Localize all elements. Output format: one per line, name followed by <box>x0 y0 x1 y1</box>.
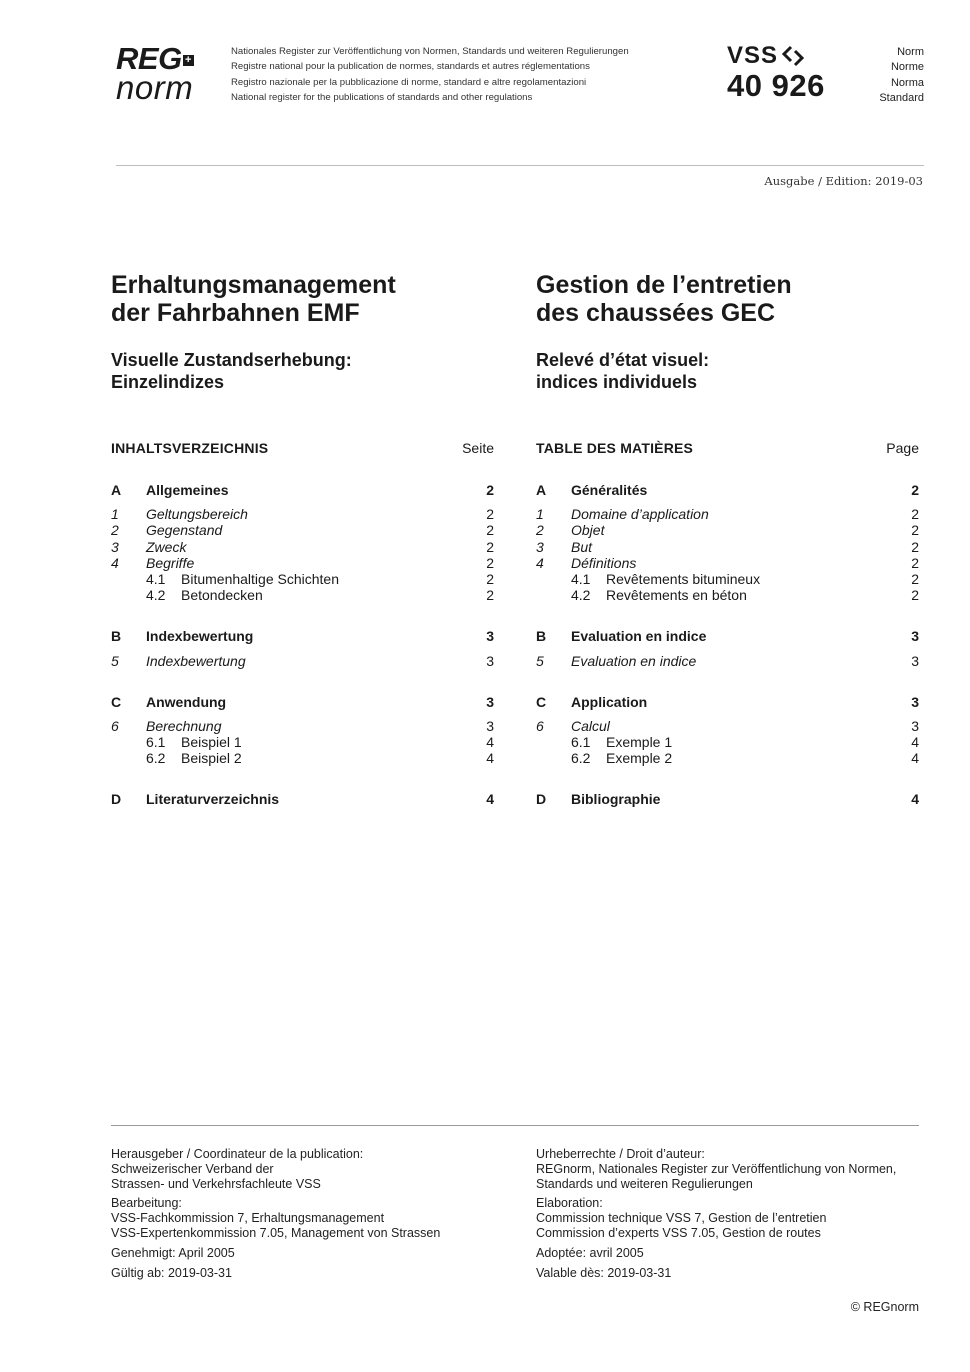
toc-section-title: Indexbewertung <box>146 628 254 645</box>
toc-body <box>536 458 919 808</box>
toc-page-number: 4 <box>911 750 919 767</box>
toc-subitem-row <box>536 750 919 766</box>
toc-subitem-row <box>536 734 919 750</box>
footer-line: Genehmigt: April 2005 <box>111 1245 235 1260</box>
footer-line: Gültig ab: 2019-03-31 <box>111 1265 232 1280</box>
toc-item-key: 4.2 <box>571 587 591 604</box>
register-line-it: Registro nazionale per la pubblicazione di norme, standard e altre regolamentazioni <box>231 76 587 88</box>
toc-item-row <box>111 718 494 734</box>
toc-item-title: Berechnung <box>146 717 222 734</box>
toc-page-number: 3 <box>911 652 919 669</box>
spacer <box>111 669 494 694</box>
toc-page-column-label: Seite <box>462 440 494 456</box>
toc-item-title: Indexbewertung <box>146 652 246 669</box>
toc-section-row <box>536 694 919 710</box>
logo-plus-icon: + <box>183 55 194 66</box>
toc-page-number: 3 <box>911 717 919 734</box>
spacer <box>536 458 919 482</box>
toc-item-row <box>111 506 494 522</box>
spacer <box>536 498 919 506</box>
toc-page-number: 2 <box>911 482 919 498</box>
toc-page-number: 3 <box>911 693 919 710</box>
toc-section-row <box>111 482 494 498</box>
toc-item-key: 5 <box>111 652 119 669</box>
toc-item-row <box>536 653 919 669</box>
spacer <box>111 458 494 482</box>
footer-paragraph <box>536 1246 926 1261</box>
toc-item-key: 2 <box>536 522 544 539</box>
toc-section-row <box>111 628 494 644</box>
toc-page-number: 3 <box>486 717 494 734</box>
toc-item-title: Définitions <box>571 554 637 571</box>
toc-item-row <box>111 539 494 555</box>
spacer <box>111 498 494 506</box>
spacer <box>536 669 919 694</box>
spacer <box>536 645 919 653</box>
toc-item-title: Evaluation en indice <box>571 652 697 669</box>
toc-page-number: 3 <box>486 693 494 710</box>
toc-page-number: 2 <box>911 522 919 539</box>
toc-item-key: 4 <box>536 554 544 571</box>
toc-item-key: 6.1 <box>571 734 591 751</box>
toc-heading: INHALTSVERZEICHNIS <box>111 440 269 456</box>
toc-item-key: 6 <box>536 717 544 734</box>
toc-section-key: D <box>536 791 547 808</box>
footer-line: Bearbeitung: <box>111 1196 182 1211</box>
toc-item-title: Geltungsbereich <box>146 506 248 523</box>
toc-item-row <box>536 506 919 522</box>
toc-section-row <box>536 482 919 498</box>
toc-page-column-label: Page <box>886 440 919 456</box>
toc-item-title: Beispiel 1 <box>181 734 242 751</box>
toc-section-title: Literaturverzeichnis <box>146 791 280 808</box>
register-line-fr: Registre national pour la publication de normes, standards et autres réglementations <box>231 61 590 73</box>
toc-item-title: Begriffe <box>146 554 195 571</box>
footer-paragraph <box>111 1246 511 1261</box>
toc-item-key: 6.2 <box>571 750 591 767</box>
toc-subitem-row <box>111 587 494 603</box>
spacer <box>111 603 494 628</box>
footer-line: Elaboration: <box>536 1196 603 1211</box>
footer-line: Commission d’experts VSS 7.05, Gestion de routes <box>536 1225 821 1240</box>
toc-item-row <box>111 653 494 669</box>
toc-page-number: 2 <box>486 587 494 604</box>
footer-line: Standards und weiteren Regulierungen <box>536 1176 753 1191</box>
footer-fr <box>536 1147 926 1285</box>
footer-paragraph <box>111 1266 511 1281</box>
toc-page-number: 3 <box>486 652 494 669</box>
toc-section-key: C <box>536 693 547 710</box>
footer-divider <box>111 1125 919 1126</box>
logo-reg-text: REG <box>116 41 182 76</box>
toc-item-title: Bitumenhaltige Schichten <box>181 570 339 587</box>
footer-line: VSS-Fachkommission 7, Erhaltungsmanagement <box>111 1211 385 1226</box>
toc-item-title: Revêtements bitumineux <box>606 570 761 587</box>
toc-section-title: Bibliographie <box>571 791 661 808</box>
toc-page-number: 2 <box>911 506 919 523</box>
logo-norm-text: norm <box>116 69 194 106</box>
toc-item-title: Exemple 2 <box>606 750 673 767</box>
toc-page-number: 4 <box>486 734 494 751</box>
toc-subitem-row <box>536 587 919 603</box>
register-description <box>231 44 629 105</box>
subtitle-fr <box>536 349 709 393</box>
toc-page-number: 2 <box>486 522 494 539</box>
footer-line: Adoptée: avril 2005 <box>536 1245 644 1260</box>
title-de-line1: Erhaltungsmanagement <box>111 271 396 299</box>
toc-de <box>111 440 494 808</box>
spacer <box>111 766 494 791</box>
register-line-de: Nationales Register zur Veröffentlichung von Normen, Standards und weiteren Regulierungen <box>231 46 629 57</box>
footer-de <box>111 1147 511 1285</box>
toc-page-number: 4 <box>911 791 919 808</box>
register-line-en: National register for the publications of standards and other regulations <box>231 91 533 103</box>
toc-item-title: Revêtements en béton <box>606 587 747 604</box>
vss-standard-id <box>727 42 825 102</box>
vss-logo-text: VSS <box>727 42 779 69</box>
toc-section-row <box>111 694 494 710</box>
title-de-line2: der Fahrbahnen EMF <box>111 299 360 327</box>
toc-page-number: 2 <box>486 482 494 498</box>
toc-item-key: 4 <box>111 554 119 571</box>
toc-subitem-row <box>111 571 494 587</box>
toc-page-number: 2 <box>486 538 494 555</box>
toc-body <box>111 458 494 808</box>
toc-page-number: 2 <box>486 506 494 523</box>
footer-line: Urheberrechte / Droit d’auteur: <box>536 1147 705 1161</box>
toc-item-row <box>111 522 494 538</box>
toc-item-title: Gegenstand <box>146 522 223 539</box>
norm-label-en: Standard <box>879 91 924 104</box>
toc-page-number: 2 <box>911 570 919 587</box>
toc-section-key: B <box>536 628 547 645</box>
regnorm-logo <box>116 41 216 106</box>
footer-paragraph <box>111 1196 511 1240</box>
toc-subitem-row <box>111 750 494 766</box>
toc-item-title: Calcul <box>571 717 610 734</box>
footer-paragraph <box>111 1147 511 1191</box>
toc-page-number: 2 <box>911 538 919 555</box>
title-fr <box>536 271 792 327</box>
toc-page-number: 4 <box>486 791 494 808</box>
toc-section-key: C <box>111 693 122 710</box>
footer-line: VSS-Expertenkommission 7.05, Management von Strassen <box>111 1225 441 1240</box>
toc-item-row <box>536 718 919 734</box>
toc-item-key: 2 <box>111 522 119 539</box>
toc-item-row <box>536 555 919 571</box>
subtitle-fr-line2: indices individuels <box>536 372 698 392</box>
copyright: © REGnorm <box>850 1300 919 1314</box>
toc-item-title: But <box>571 538 593 555</box>
toc-section-title: Allgemeines <box>146 482 229 498</box>
toc-section-title: Anwendung <box>146 693 227 710</box>
standard-number: 40 926 <box>727 68 825 103</box>
title-fr-line2: des chaussées GEC <box>536 299 776 327</box>
vss-logo <box>727 42 825 70</box>
edition-label: Ausgabe / Edition: 2019-03 <box>764 174 923 188</box>
norm-label-it: Norma <box>890 76 924 89</box>
spacer <box>536 710 919 718</box>
toc-fr <box>536 440 919 808</box>
toc-item-title: Zweck <box>146 538 187 555</box>
toc-item-key: 3 <box>536 538 544 555</box>
spacer <box>111 645 494 653</box>
footer-line: Commission technique VSS 7, Gestion de l’entretien <box>536 1211 827 1226</box>
toc-page-number: 2 <box>911 554 919 571</box>
toc-heading: TABLE DES MATIÈRES <box>536 440 694 456</box>
toc-item-title: Domaine d’application <box>571 506 709 523</box>
spacer <box>536 603 919 628</box>
footer-line: Schweizerischer Verband der <box>111 1161 274 1176</box>
toc-section-key: A <box>536 482 547 498</box>
toc-section-key: B <box>111 628 122 645</box>
toc-item-title: Exemple 1 <box>606 734 673 751</box>
subtitle-de-line1: Visuelle Zustandserhebung: <box>111 350 352 370</box>
toc-item-key: 5 <box>536 652 544 669</box>
toc-subitem-row <box>111 734 494 750</box>
toc-page-number: 4 <box>486 750 494 767</box>
toc-section-row <box>111 791 494 807</box>
footer-paragraph <box>536 1196 926 1240</box>
toc-item-key: 4.1 <box>146 570 166 587</box>
footer-line: Strassen- und Verkehrsfachleute VSS <box>111 1176 321 1191</box>
spacer <box>536 766 919 791</box>
toc-header <box>536 440 919 458</box>
subtitle-de-line2: Einzelindizes <box>111 372 225 392</box>
vss-arrows-icon <box>781 45 805 67</box>
footer-paragraph <box>536 1147 926 1191</box>
spacer <box>111 710 494 718</box>
toc-item-key: 3 <box>111 538 119 555</box>
toc-item-row <box>536 522 919 538</box>
toc-section-row <box>536 628 919 644</box>
footer-line: REGnorm, Nationales Register zur Veröffentlichung von Normen, <box>536 1161 897 1176</box>
toc-item-title: Betondecken <box>181 587 263 604</box>
toc-item-key: 6.1 <box>146 734 166 751</box>
toc-section-row <box>536 791 919 807</box>
toc-item-key: 1 <box>536 506 544 523</box>
toc-page-number: 3 <box>911 628 919 645</box>
title-fr-line1: Gestion de l’entretien <box>536 271 792 299</box>
toc-item-key: 6 <box>111 717 119 734</box>
toc-page-number: 3 <box>486 628 494 645</box>
subtitle-fr-line1: Relevé d’état visuel: <box>536 350 710 370</box>
toc-page-number: 4 <box>911 734 919 751</box>
toc-subitem-row <box>536 571 919 587</box>
footer-paragraph <box>536 1266 926 1281</box>
toc-section-key: A <box>111 482 122 498</box>
norm-label-fr: Norme <box>890 61 924 74</box>
toc-item-title: Beispiel 2 <box>181 750 242 767</box>
toc-item-key: 4.1 <box>571 570 591 587</box>
toc-section-title: Application <box>571 693 648 710</box>
header-divider <box>116 165 924 166</box>
toc-header <box>111 440 494 458</box>
toc-section-key: D <box>111 791 122 808</box>
toc-section-title: Evaluation en indice <box>571 628 707 645</box>
toc-section-title: Généralités <box>571 482 648 498</box>
toc-item-row <box>111 555 494 571</box>
toc-page-number: 2 <box>911 587 919 604</box>
norm-labels <box>879 45 924 106</box>
toc-page-number: 2 <box>486 570 494 587</box>
title-de <box>111 271 396 327</box>
toc-item-title: Objet <box>571 522 605 539</box>
norm-label-de: Norm <box>897 46 924 58</box>
toc-item-key: 6.2 <box>146 750 166 767</box>
footer-line: Valable dès: 2019-03-31 <box>536 1265 672 1280</box>
toc-item-row <box>536 539 919 555</box>
toc-item-key: 4.2 <box>146 587 166 604</box>
footer-line: Herausgeber / Coordinateur de la publication: <box>111 1147 364 1161</box>
toc-page-number: 2 <box>486 554 494 571</box>
toc-item-key: 1 <box>111 506 119 523</box>
subtitle-de <box>111 349 352 393</box>
